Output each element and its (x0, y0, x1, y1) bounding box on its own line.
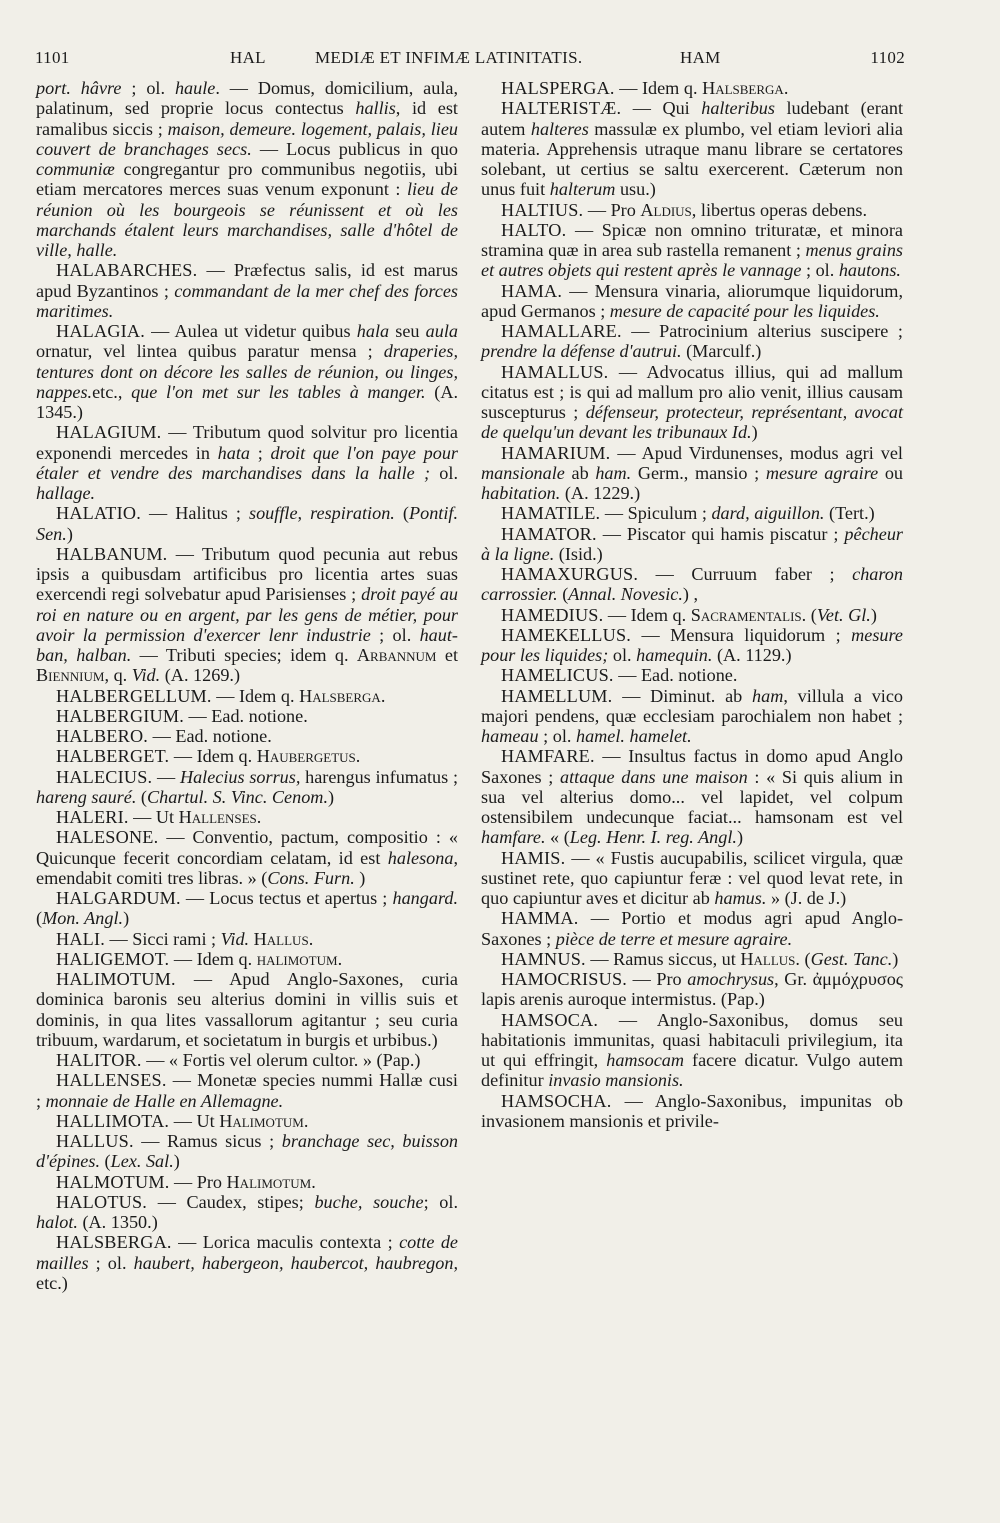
entry-text: (A. 1350.) (77, 1212, 158, 1232)
entry-text: haut-ban, halban. (36, 624, 458, 665)
entry-text: (A. 1129.) (712, 645, 792, 665)
entry-text: — Mensura vinaria, aliorumque liquidorum, apud Germanos ; (481, 280, 903, 321)
dictionary-entry (481, 220, 903, 281)
left-column (36, 78, 458, 1293)
page-header (35, 48, 905, 72)
dictionary-entry (36, 260, 458, 321)
entry-headword: HALIMOTUM. (56, 969, 176, 989)
entry-text: — « Fortis vel olerum cultor. » (Pap.) (141, 1050, 421, 1070)
entry-text: — Conventio, pactum, compositio : « Quicunque fecerit concordiam celatam, id est (36, 827, 458, 868)
entry-text: ) (173, 1151, 180, 1172)
dictionary-entry (36, 746, 458, 766)
entry-text: — Sicci rami ; (104, 928, 221, 949)
entry-text: ) (354, 867, 366, 888)
entry-text: ) (123, 908, 130, 929)
entry-headword: HAMALLUS. (501, 361, 609, 382)
entry-headword: HALTERISTÆ. (501, 98, 622, 119)
entry-text: — Tributi species; idem q. (131, 645, 357, 665)
entry-text: . — Domus, domicilium, aula, palatinum, sed proprie locus contectus (36, 78, 459, 119)
entry-text: ; ol. (538, 726, 576, 746)
entry-text: , Gr. ἀμμόχρυσος lapis arenis auroque intermistus. (Pap.) (481, 969, 903, 1010)
entry-text: , emendabit comiti tres libras. » ( (36, 847, 458, 888)
entry-text: ; ol. (423, 1191, 458, 1212)
dictionary-entry (36, 949, 458, 969)
entry-text: Arbannum (356, 645, 437, 665)
entry-text: halteres (530, 118, 589, 139)
entry-text: aula (425, 321, 459, 341)
entry-headword: HAMARIUM. (501, 442, 611, 463)
entry-text: ; ol. (370, 624, 420, 645)
entry-text: . (311, 1171, 316, 1192)
entry-text: hallage. (36, 483, 96, 503)
entry-text: Vid. (131, 665, 161, 686)
entry-text: mansionale (481, 462, 565, 483)
dictionary-entry (481, 605, 903, 625)
entry-text: — Ramus siccus, ut (585, 948, 741, 969)
entry-text: buche, souche (314, 1191, 424, 1212)
entry-text: — Ead. notione. (613, 665, 738, 686)
entry-text: Hallus (740, 948, 796, 969)
entry-text: hameau (481, 726, 539, 746)
entry-headword: HAMNUS. (501, 948, 586, 969)
entry-text: congregantur pro communibus negotiis, ubi etiam mercatores merces suas venum exponunt : (36, 159, 458, 200)
entry-headword: HALBERGIUM. (56, 705, 184, 726)
entry-text: — Spicæ non omnino trituratæ, et minora stramina quæ in area sub rastella remanent ; (481, 219, 903, 260)
entry-text: port. hâvre (36, 78, 122, 98)
entry-headword: HALECIUS. (56, 766, 153, 787)
entry-headword: HAMEKELLUS. (501, 624, 632, 645)
entry-text: — Halitus ; (140, 503, 250, 524)
dictionary-entry (36, 686, 458, 706)
entry-text: — Locus tectus et apertus ; (180, 888, 393, 908)
entry-text: souffle, respiration. (249, 503, 395, 524)
entry-text: ham (752, 685, 784, 706)
entry-headword: HAMSOCA. (501, 1009, 599, 1030)
entry-text: — Monetæ species nummi Hallæ cusi ; (36, 1070, 458, 1111)
dictionary-entry (481, 908, 903, 949)
dictionary-entry (481, 78, 903, 98)
entry-text: Chartul. S. Vinc. Cenom. (146, 786, 328, 807)
entry-text: ; ol. (801, 260, 839, 281)
entry-text: . (303, 1110, 309, 1131)
entry-headword: HALBERGET. (56, 746, 170, 767)
page-number-left: 1101 (35, 48, 70, 67)
dictionary-entry (481, 625, 903, 666)
entry-text: — Patrocinium alterius suscipere ; (621, 321, 903, 341)
entry-headword: HALBANUM. (56, 543, 168, 564)
entry-headword: HAMELICUS. (501, 665, 614, 686)
entry-text: harengus infumatus ; (300, 766, 459, 787)
entry-text: cotte de mailles (36, 1232, 459, 1273)
entry-headword: HALSPERGA. (501, 78, 615, 98)
entry-text: haubert, habergeon, haubercot, haubregon, (133, 1252, 458, 1273)
entry-text: — Mensura liquidorum ; (631, 624, 852, 645)
entry-headword: HAMELLUM. (501, 685, 613, 706)
dictionary-entry (481, 1010, 903, 1091)
entry-text: Halsberga (299, 685, 381, 706)
entry-text: — Idem q. (169, 746, 257, 767)
entry-headword: HALI. (56, 928, 105, 949)
entry-headword: HALTO. (501, 219, 567, 240)
entry-text: — Ut (169, 1110, 220, 1131)
entry-text: monnaie de Halle en Allemagne. (45, 1090, 284, 1111)
entry-text: — « Fustis aucupabilis, scilicet virgula, quæ sustinet rete, quo capiuntur feræ : vel quod levat rete, in quo capiuntur aves et dicitur ab (481, 847, 903, 908)
entry-text: hamus. (714, 888, 767, 908)
entry-text: — Anglo-Saxonibus, impunitas ob invasionem mansionis et privile- (481, 1090, 903, 1131)
entry-headword: HALLUS. (56, 1131, 134, 1151)
entry-text: — Apud Anglo-Saxones, curia dominica baronis seu alterius domini in villis suis et dominis, in qua lites vassallorum agitantur ; seu curia tribuum, wardarum, et societatum in burgis et urbibus.) (36, 969, 458, 1050)
entry-text: communiæ (36, 159, 115, 179)
entry-text: Gest. Tanc. (810, 948, 893, 969)
entry-text: ornatur, vel lintea quibus paratur mensa ; (36, 341, 384, 362)
entry-text: Mon. Angl. (42, 908, 124, 929)
entry-text: — Aulea ut videtur quibus (145, 321, 357, 341)
entry-headword: HAMA. (501, 280, 563, 301)
dictionary-entry (481, 200, 903, 220)
entry-text: halesona (387, 847, 454, 868)
entry-headword: HALGARDUM. (56, 888, 181, 908)
entry-text: ) , (682, 584, 699, 605)
entry-text: . (355, 746, 361, 767)
entry-text: facere dicatur. Vulgo autem definitur (481, 1050, 903, 1091)
entry-text: Halsberga (702, 78, 784, 98)
dictionary-entry (481, 503, 903, 523)
entry-headword: HAMSOCHA. (501, 1090, 612, 1111)
entry-text: hangard. (392, 888, 458, 908)
entry-text: ol. (608, 645, 637, 665)
entry-text: prendre la défense d'autrui. (481, 341, 682, 362)
entry-text: halteribus (701, 98, 775, 119)
dictionary-entry (36, 969, 458, 1050)
entry-text: — Ut (128, 807, 179, 827)
entry-text: — Ramus sicus ; (133, 1131, 282, 1151)
entry-text: — Tributum quod solvitur pro licentia exponendi mercedes in (36, 422, 458, 463)
entry-text: ou (878, 462, 904, 483)
entry-headword: HALABARCHES. (56, 260, 198, 281)
dictionary-entry (36, 827, 458, 888)
dictionary-entry (36, 321, 458, 422)
entry-text: — Portio et modus agri apud Anglo-Saxones ; (481, 908, 903, 949)
entry-text: — Apud Virdunenses, modus agri vel (610, 442, 903, 463)
entry-text: hala (356, 321, 390, 341)
entry-headword: HALATIO. (56, 503, 141, 524)
entry-headword: HALAGIUM. (56, 422, 162, 443)
dictionary-entry (36, 888, 458, 929)
entry-text: : « Si quis alium in sua vel alterius domo... vel lapidet, vel colpum ostensibilem undecunque faciat... hamsonam est vel (481, 766, 903, 827)
dictionary-entry (481, 949, 903, 969)
entry-text: , id est ramalibus siccis ; (36, 98, 458, 139)
entry-text: (A. 1269.) (160, 665, 241, 686)
entry-text: amochrysus (687, 969, 775, 989)
entry-headword: HAMFARE. (501, 746, 595, 767)
dictionary-entry (481, 524, 903, 565)
entry-text: — Pro (169, 1171, 227, 1192)
right-column (481, 78, 903, 1131)
entry-text: Biennium (36, 665, 105, 686)
entry-headword: HALTIUS. (501, 199, 584, 220)
entry-text: . (380, 685, 386, 706)
entry-text: — Caudex, stipes; (147, 1191, 315, 1212)
right-running-head: HAM (680, 48, 721, 67)
dictionary-entry (481, 1091, 903, 1132)
dictionary-entry (36, 1111, 458, 1131)
entry-headword: HAMALLARE. (501, 321, 622, 341)
entry-text: , villula a vico majori pendens, quæ ecclesiam parochialem non habet ; (481, 685, 904, 726)
entry-text: ) (751, 422, 758, 443)
entry-text: . (308, 928, 314, 949)
entry-text: hareng sauré. (36, 786, 137, 807)
entry-text: halot. (36, 1212, 78, 1232)
entry-text: Aldius (640, 199, 692, 220)
running-title: MEDIÆ ET INFIMÆ LATINITATIS. (315, 48, 583, 67)
entry-headword: HALAGIA. (56, 321, 145, 341)
entry-text: ; ol. (88, 1252, 134, 1273)
entry-headword: HAMOCRISUS. (501, 969, 628, 989)
entry-text: — Anglo-Saxonibus, domus seu habitationis immunitas, quasi habitaculi privilegium, ita ut qui effringit, (481, 1009, 903, 1070)
entry-text: Annal. Novesic. (568, 584, 683, 605)
entry-text: Cons. Furn. (267, 867, 355, 888)
entry-text: — (152, 766, 180, 787)
entry-headword: HALLIMOTA. (56, 1110, 170, 1131)
entry-text: droit que l'on paye pour étaler et vendre des marchandises dans la halle ; (36, 442, 459, 483)
entry-text: haule (174, 78, 216, 98)
entry-text: . (337, 948, 343, 969)
entry-text: Halimotum (219, 1110, 304, 1131)
entry-text: . ( (801, 604, 817, 625)
entry-text: , q. (104, 665, 132, 686)
entry-text: — Idem q. (169, 948, 257, 969)
entry-text: — Diminut. ab (612, 685, 752, 706)
entry-text: ol. (430, 462, 458, 483)
dictionary-entry (481, 443, 903, 504)
entry-text: ( (136, 786, 147, 807)
entry-text: » (J. de J.) (766, 888, 847, 908)
dictionary-entry (36, 1070, 458, 1111)
entry-text: — Ead. notione. (148, 726, 272, 746)
entry-text: ) (736, 827, 744, 848)
entry-text: ) (328, 786, 335, 807)
entry-text: mesure agraire (765, 462, 879, 483)
entry-text: . (256, 807, 262, 827)
entry-text: halterum (549, 179, 616, 200)
entry-text: — Pro (627, 969, 688, 989)
entry-headword: HALOTUS. (56, 1191, 148, 1212)
entry-text: — Curruum faber ; (638, 564, 853, 584)
entry-text: — Præfectus salis, id est marus apud Byzantinos ; (36, 260, 458, 301)
dictionary-entry (481, 969, 903, 1010)
entry-text: (A. 1229.) (560, 483, 641, 503)
entry-headword: HALLENSES. (56, 1070, 167, 1091)
entry-text: . (783, 78, 789, 98)
entry-text: — Idem q. (614, 78, 703, 98)
dictionary-entry (36, 78, 458, 260)
entry-text: habitation. (481, 483, 561, 503)
entry-text: — Advocatus illius, qui ad mallum citatus est ; is qui ad mallum pro alio venit, illius causam suscepturus ; (481, 361, 903, 422)
dictionary-entry (36, 807, 458, 827)
entry-text: — Lorica maculis contexta ; (171, 1232, 400, 1253)
entry-text: — Qui (621, 98, 702, 119)
page-number-right: 1102 (870, 48, 905, 67)
entry-text: maison, demeure. logement, palais, lieu couvert de branchages secs. (36, 118, 458, 159)
entry-text: commandant de la mer chef des forces maritimes. (36, 280, 458, 321)
entry-headword: HALSBERGA. (56, 1232, 172, 1253)
dictionary-entry (36, 1050, 458, 1070)
entry-text: . ( (795, 948, 811, 969)
dictionary-entry (36, 544, 458, 686)
entry-text: ) (870, 604, 877, 625)
entry-text: — Spiculum ; (600, 503, 712, 524)
dictionary-entry (481, 564, 903, 605)
entry-text: hautons. (838, 260, 901, 281)
entry-text: attaque dans une maison (560, 766, 748, 787)
entry-text: — Locus publicus in quo (251, 138, 458, 159)
entry-text: ) (66, 523, 73, 544)
entry-headword: HAMAXURGUS. (501, 564, 639, 584)
entry-text: Vid. (220, 928, 250, 949)
dictionary-entry (481, 665, 903, 685)
dictionary-entry (36, 706, 458, 726)
entry-text: menus grains et autres objets qui restent après le vannage (481, 240, 904, 281)
entry-text: (Isid.) (554, 543, 603, 564)
entry-text: , libertus operas debens. (691, 199, 868, 220)
entry-text: ludebant (erant autem (481, 98, 904, 139)
entry-text: Halimotum (226, 1171, 312, 1192)
entry-headword: HALESONE. (56, 827, 159, 848)
entry-headword: HAMATILE. (501, 503, 601, 524)
entry-text: seu (389, 321, 426, 341)
entry-text: usu.) (615, 179, 656, 200)
entry-text: mesure de capacité pour les liquides. (609, 300, 880, 321)
entry-headword: HAMEDIUS. (501, 604, 604, 625)
entry-text: hamfare. (481, 827, 546, 848)
entry-headword: HALITOR. (56, 1050, 142, 1070)
entry-text: ham. (595, 462, 632, 483)
entry-text: halimotum (256, 948, 338, 969)
entry-text: Pontif. Sen. (36, 503, 458, 544)
entry-text: pêcheur à la ligne. (481, 523, 903, 564)
entry-text: Sacramentalis (690, 604, 802, 625)
entry-text: ( (100, 1151, 111, 1172)
entry-headword: HALIGEMOT. (56, 948, 170, 969)
entry-headword: HAMATOR. (501, 523, 597, 544)
entry-text: branchage sec, buisson d'épines. (36, 1131, 459, 1172)
dictionary-entry (36, 929, 458, 949)
entry-text: droit payé au roi en nature ou en argent, par les gens de métier, pour avoir la permission d'exercer lenr industrie (36, 584, 459, 645)
dictionary-entry (36, 1232, 458, 1293)
entry-text: dard, aiguillon. (711, 503, 825, 524)
dictionary-entry (36, 767, 458, 808)
entry-text: draperies, tentures dont on décore les salles de réunion, ou linges, nappes. (36, 341, 458, 402)
entry-text: que l'on met sur les tables à manger. (131, 381, 426, 402)
entry-text: etc., (92, 381, 132, 402)
dictionary-entry (481, 281, 903, 322)
entry-text: massulæ ex plumbo, vel etiam leviori alia materia. Apprehensis utraque manu librare se certatores solebant, ut certius se saltu exercerent. Cæterum non unus fuit (481, 118, 903, 200)
dictionary-entry (36, 1192, 458, 1233)
entry-text: ab (564, 462, 596, 483)
dictionary-entry (481, 848, 903, 909)
entry-text: ; (250, 442, 271, 463)
entry-headword: HALBERGELLUM. (56, 685, 212, 706)
dictionary-entry (481, 321, 903, 362)
entry-text: Hallus (253, 928, 309, 949)
entry-text: (Tert.) (824, 503, 875, 524)
entry-text: ( (394, 503, 409, 524)
entry-text: — Piscator qui hamis piscatur ; (596, 523, 845, 544)
left-running-head: HAL (230, 48, 266, 67)
entry-text: mesure pour les liquides; (481, 624, 903, 665)
entry-text: — Insultus factus in domo apud Anglo Saxones ; (481, 746, 903, 787)
entry-text: Hallenses (178, 807, 257, 827)
dictionary-entry (481, 686, 903, 747)
entry-headword: HAMMA. (501, 908, 579, 929)
entry-text: hamel. hamelet. (575, 726, 692, 746)
dictionary-entry (36, 422, 458, 503)
entry-text: Haubergetus (256, 746, 356, 767)
entry-text: (Marculf.) (681, 341, 762, 362)
entry-text: lieu de réunion où les bourgeois se réunissent et où les marchands étalent leurs marchandises, salle d'hôtel de ville, halle. (36, 179, 458, 260)
entry-text: (A. 1345.) (36, 381, 458, 422)
dictionary-entry (481, 746, 903, 847)
entry-text: hallis (355, 98, 396, 119)
entry-text: défenseur, protecteur, représentant, avocat de quelqu'un devant les tribunaux Id. (481, 402, 904, 443)
entry-text: ; ol. (121, 78, 175, 98)
entry-text: — Idem q. (603, 604, 691, 625)
dictionary-entry (481, 98, 903, 199)
entry-text: Leg. Henr. I. reg. Angl. (569, 827, 737, 848)
dictionary-entry (36, 1172, 458, 1192)
dictionary-entry (36, 503, 458, 544)
entry-text: Halecius sorrus, (179, 766, 301, 787)
entry-text: pièce de terre et mesure agraire. (555, 928, 793, 949)
entry-text: Lex. Sal. (110, 1151, 174, 1172)
entry-text: hata (217, 442, 250, 463)
entry-text: hamequin. (636, 645, 713, 665)
entry-text: Vet. Gl. (816, 604, 871, 625)
entry-text: — Ead. notione. (184, 705, 308, 726)
entry-text: ( (557, 584, 569, 605)
entry-text: charon carrossier. (481, 564, 903, 605)
dictionary-entry (36, 1131, 458, 1172)
dictionary-entry (36, 726, 458, 746)
dictionary-entry (481, 362, 903, 443)
entry-text: « ( (545, 827, 570, 848)
entry-text: — Pro (583, 199, 641, 220)
entry-text: hamsocam (606, 1050, 685, 1070)
entry-headword: HAMIS. (501, 847, 566, 868)
entry-text: et (436, 645, 458, 665)
entry-text: — Tributum quod pecunia aut rebus ipsis a quibusdam artificibus pro licentia artes suas exercendi regi solvebatur apud Parisienses ; (36, 543, 458, 605)
entry-text: invasio mansionis. (548, 1070, 684, 1091)
entry-text: ( (36, 908, 43, 929)
entry-headword: HALMOTUM. (56, 1171, 170, 1192)
entry-headword: HALBERO. (56, 726, 149, 746)
entry-text: ) (892, 948, 899, 969)
entry-text: etc.) (36, 1272, 68, 1293)
entry-text: — Idem q. (211, 685, 300, 706)
entry-text: Germ., mansio ; (631, 462, 766, 483)
entry-headword: HALERI. (56, 807, 129, 827)
